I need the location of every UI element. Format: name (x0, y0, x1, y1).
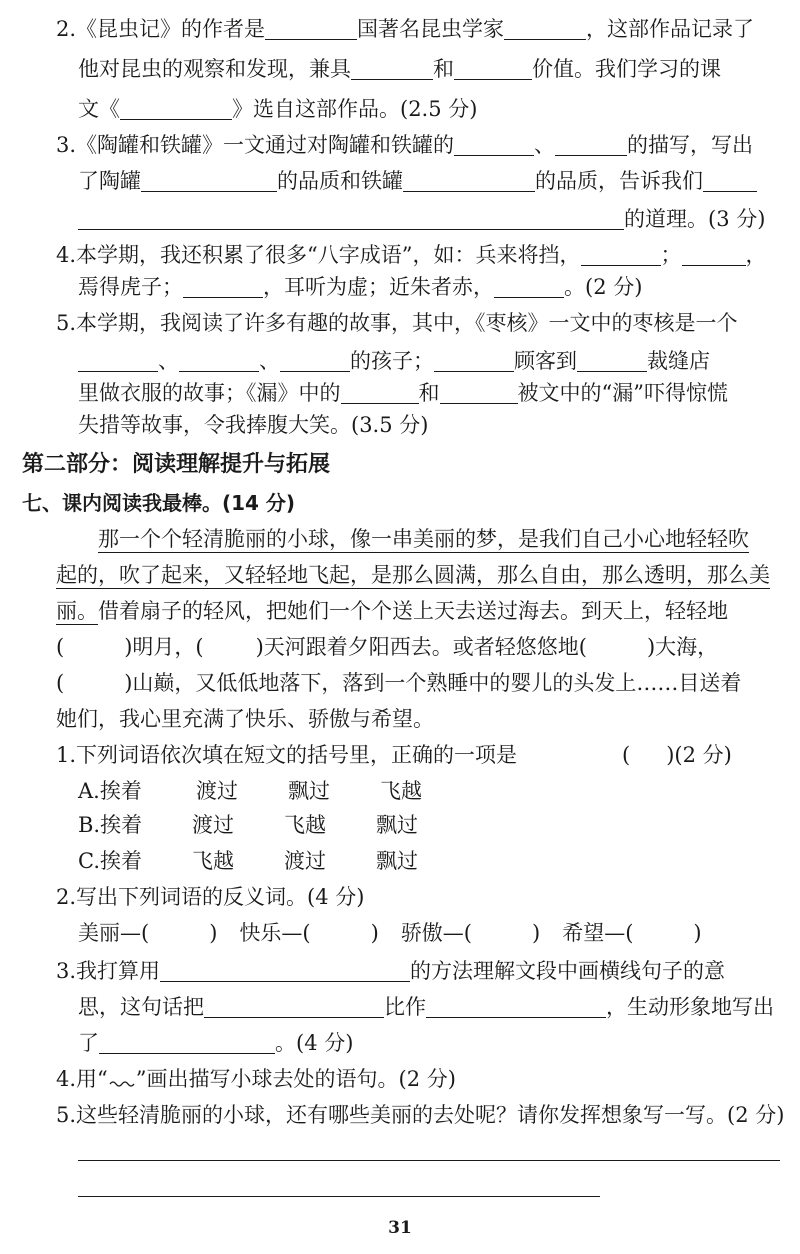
r3-text: 的方法理解文段中画横线句子的意 (410, 959, 726, 983)
answer-blank[interactable] (160, 959, 410, 982)
passage-text-underlined: 丽。 (56, 599, 98, 623)
r1-option-a[interactable] (78, 776, 422, 806)
answer-blank[interactable] (426, 995, 606, 1018)
option-label: C.挨着 (78, 849, 142, 873)
passage-line-1 (98, 524, 749, 554)
section7-title (22, 488, 295, 518)
r2-text: 2.写出下列词语的反义词。(4 分) (56, 885, 365, 909)
answer-blank[interactable] (703, 169, 757, 192)
answer-blank[interactable] (78, 349, 158, 372)
q2-text: 》选自这部作品。(2.5 分) (232, 97, 478, 121)
answer-blank[interactable] (682, 243, 746, 266)
q3-text: 的描写，写出 (627, 133, 754, 157)
r4-text: ”画出描写小球去处的语句。(2 分) (135, 1067, 456, 1091)
r1-option-b[interactable] (78, 810, 418, 840)
option-word: 飞越 (192, 849, 234, 873)
passage-line-5 (56, 668, 741, 698)
r2-text: ) (532, 921, 541, 945)
r1-text: )(2 分) (666, 743, 732, 767)
answer-blank[interactable] (280, 349, 350, 372)
q5-text: 、 (259, 349, 280, 373)
q3-line-1 (56, 130, 753, 160)
q4-text: ， (745, 243, 767, 267)
answer-blank[interactable] (504, 17, 586, 40)
r1-text: ( (622, 743, 631, 767)
passage-text: ( (56, 671, 65, 695)
q5-text: 的孩子； (350, 349, 434, 373)
r2-items (78, 918, 702, 948)
option-word: 飞越 (380, 779, 422, 803)
answer-blank[interactable] (403, 169, 535, 192)
part2-title (22, 450, 330, 480)
q4-text: 焉得虎子； (78, 275, 183, 299)
r2-text: ) (693, 921, 702, 945)
answer-blank[interactable] (351, 57, 433, 80)
q5-text: 顾客到 (514, 349, 577, 373)
r5-stem (56, 1100, 784, 1130)
wavy-underline-icon (108, 1068, 136, 1088)
passage-text: )山巅，又低低地落下，落到一个熟睡中的婴儿的头发上……目送着 (124, 671, 742, 695)
r3-text: 3.我打算用 (56, 959, 161, 983)
q2-text: 价值。我们学习的课 (532, 57, 721, 81)
r1-option-c[interactable] (78, 846, 418, 876)
q3-line-2 (78, 166, 757, 196)
passage-text: )天河跟着夕阳西去。或者轻悠悠地( (255, 635, 587, 659)
r2-text: ) (209, 921, 218, 945)
r3-text: 比作 (384, 995, 426, 1019)
q5-line-4 (78, 410, 428, 440)
passage-line-2 (56, 560, 770, 590)
r1-text: 1.下列词语依次填在短文的括号里，正确的一项是 (56, 743, 518, 767)
r1-answer-paren (622, 740, 732, 770)
answer-line[interactable] (78, 1196, 600, 1197)
r4-text: 4.用“ (56, 1067, 108, 1091)
q3-text: 的品质和铁罐 (277, 169, 403, 193)
r2-text: 希望—( (562, 921, 634, 945)
r3-text: 思，这句话把 (78, 995, 204, 1019)
option-word: 飘过 (288, 779, 330, 803)
q5-text: 5.本学期，我阅读了许多有趣的故事，其中，《枣核》一文中的枣核是一个 (56, 311, 738, 335)
option-word: 渡过 (284, 849, 326, 873)
answer-blank[interactable] (494, 275, 564, 298)
q2-text: 国著名昆虫学家 (357, 17, 505, 41)
r2-text: 快乐—( (239, 921, 311, 945)
q2-text: 2.《昆虫记》的作者是 (56, 17, 266, 41)
passage-text: 起的，吹了起来，又轻轻地飞起，是那么圆满，那么自由，那么透明，那么美 (56, 563, 770, 587)
q5-text: 被文中的“漏”吓得惊慌 (517, 381, 728, 405)
q3-text: 的品质，告诉我们 (535, 169, 703, 193)
r3-text: ，生动形象地写出 (606, 995, 774, 1019)
q4-line-2 (78, 272, 642, 302)
option-word: 飘过 (376, 849, 418, 873)
q4-line-1 (56, 240, 767, 270)
q3-text: 3.《陶罐和铁罐》一文通过对陶罐和铁罐的 (56, 133, 455, 157)
option-label: B.挨着 (78, 813, 143, 837)
answer-blank[interactable] (434, 349, 514, 372)
q3-text: 了陶罐 (78, 169, 141, 193)
answer-blank[interactable] (341, 381, 419, 404)
q5-text: 和 (418, 381, 440, 405)
passage-text: 借着扇子的轻风，把她们一个个送上天去送过海去。到天上，轻轻地 (98, 599, 728, 623)
passage-text: 她们，我心里充满了快乐、骄傲与希望。 (56, 707, 434, 731)
answer-blank[interactable] (204, 995, 384, 1018)
answer-blank[interactable] (120, 97, 232, 120)
passage-text: 那一个个轻清脆丽的小球，像一串美丽的梦，是我们自己小心地轻轻吹 (98, 527, 749, 551)
q3-line-3 (78, 204, 765, 234)
q4-text: 4.本学期，我还积累了很多“八字成语”，如：兵来将挡， (56, 243, 581, 267)
r1-stem (56, 740, 517, 770)
q5-text: 裁缝店 (647, 349, 710, 373)
r2-stem (56, 882, 364, 912)
r5-text: 5.这些轻清脆丽的小球，还有哪些美丽的去处呢？请你发挥想象写一写。(2 分) (56, 1103, 785, 1127)
answer-blank[interactable] (78, 207, 624, 230)
q2-line-3 (78, 94, 477, 124)
passage-text: )大海， (646, 635, 719, 659)
q2-text: 和 (433, 57, 454, 81)
q4-text: 。(2 分) (564, 275, 643, 299)
q5-text: 里做衣服的故事；《漏》中的 (78, 381, 341, 405)
passage-line-4 (56, 632, 718, 662)
q4-text: ，耳听为虚；近朱者赤， (263, 275, 494, 299)
r2-text: ) (370, 921, 379, 945)
q5-line-1 (56, 308, 738, 338)
part2-title-text: 第二部分：阅读理解提升与拓展 (22, 452, 331, 477)
answer-blank[interactable] (555, 133, 627, 156)
q3-text: 、 (534, 133, 556, 157)
option-word: 飘过 (376, 813, 418, 837)
passage-text: ( (56, 635, 65, 659)
q2-line-2 (78, 54, 721, 84)
q2-text: ，这部作品记录了 (586, 17, 755, 41)
q5-line-3 (78, 378, 728, 408)
q5-line-2 (78, 346, 710, 376)
q5-text: 、 (158, 349, 179, 373)
option-word: 渡过 (192, 813, 234, 837)
option-word: 飞越 (284, 813, 326, 837)
r3-line-2 (78, 992, 774, 1022)
passage-line-3 (56, 596, 728, 626)
answer-blank[interactable] (183, 275, 263, 298)
answer-blank[interactable] (99, 1031, 275, 1054)
answer-blank[interactable] (581, 243, 661, 266)
answer-blank[interactable] (440, 381, 518, 404)
passage-line-6 (56, 704, 434, 734)
r3-text: 。(4 分) (275, 1031, 354, 1055)
passage-text: )明月，( (124, 635, 204, 659)
section7-title-text: 七、课内阅读我最棒。(14 分) (22, 491, 296, 515)
r4-line (56, 1064, 456, 1094)
q3-text: 的道理。(3 分) (624, 207, 766, 231)
r2-text: 美丽—( (78, 921, 150, 945)
r3-text: 了 (78, 1031, 99, 1055)
answer-blank[interactable] (265, 17, 357, 40)
option-word: 渡过 (196, 779, 238, 803)
q5-text: 失措等故事，令我捧腹大笑。(3.5 分) (78, 413, 429, 437)
answer-blank[interactable] (141, 169, 277, 192)
answer-line[interactable] (78, 1160, 780, 1161)
q4-text: ； (660, 243, 682, 267)
answer-blank[interactable] (577, 349, 647, 372)
q2-text: 文《 (78, 97, 120, 121)
r3-line-1 (56, 956, 725, 986)
answer-blank[interactable] (179, 349, 259, 372)
q2-text: 他对昆虫的观察和发现，兼具 (78, 57, 351, 81)
option-label: A.挨着 (78, 779, 142, 803)
page-number: 31 (388, 1218, 412, 1238)
r2-text: 骄傲—( (400, 921, 473, 945)
answer-blank[interactable] (454, 57, 532, 80)
answer-blank[interactable] (454, 133, 534, 156)
q2-line-1 (56, 14, 754, 44)
r3-line-3 (78, 1028, 353, 1058)
